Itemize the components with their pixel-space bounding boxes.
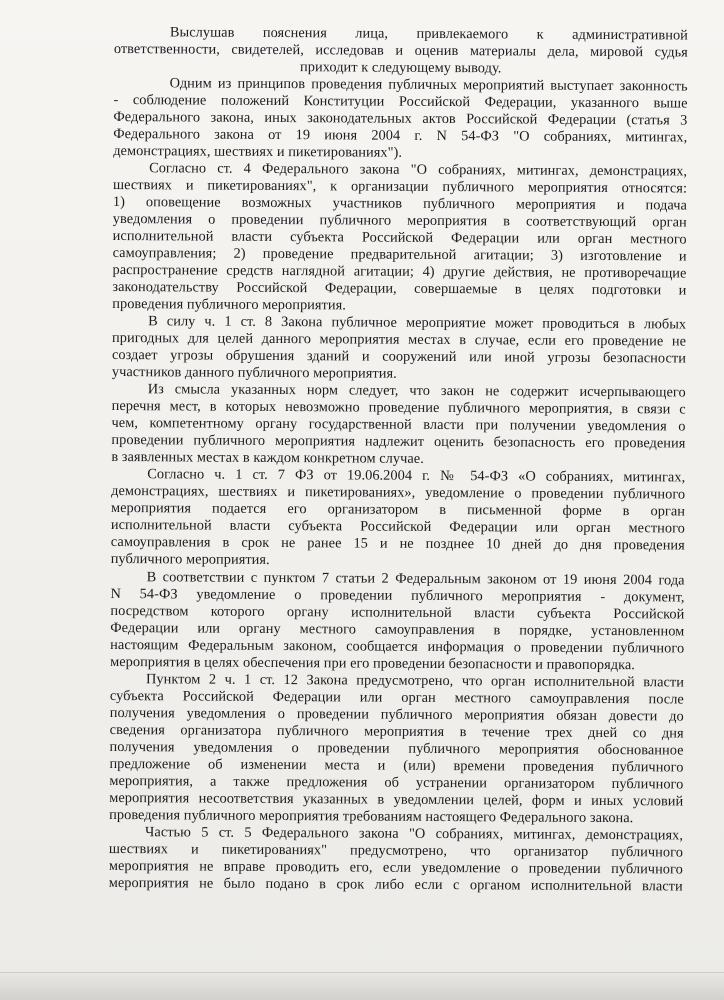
text-line: распространение средств наглядной агитации; 4) другие действия, не противоречащие [112,262,687,282]
text-line: мероприятия подается его организатором в письменной форме в орган [110,500,686,520]
text-line: самоуправления в срок не ранее 15 и не позднее 10 дней до дня проведения [110,534,685,554]
text-line: уведомления о проведении публичного мероприятия в соответствующий орган [112,211,687,231]
text-line: получения уведомления о проведении публичного мероприятия обязан довести до [109,704,684,725]
text-line: приходит к следующему выводу. [300,59,502,77]
text-line: субъекта Российской Федерации или орган местного самоуправления после [109,687,684,708]
document-text [109,24,688,895]
text-line: перечня мест, в которых невозможно проведение публичного мероприятия, в связи с [111,398,686,418]
text-line: Пунктом 2 ч. 1 ст. 12 Закона предусмотрено, что орган исполнительной власти [145,670,685,691]
text-line: N 54-ФЗ уведомление о проведении публичного мероприятия - документ, [110,585,685,606]
text-line: мероприятия, а также предложения об устранении организатором публичного [109,772,684,793]
text-line: В силу ч. 1 ст. 8 Закона публичное мероприятие может проводиться в любых [148,313,687,333]
text-line: чем, компетентному органу государственной власти при получении уведомления о [111,415,686,435]
text-line: публичного мероприятия. [110,551,270,569]
text-line: - соблюдение положений Конституции Российской Федерации, указанного выше [113,92,688,112]
text-line: в заявленных местах в каждом конкретном случае. [111,449,424,468]
text-line: Одним из принципов проведения публичных мероприятий выступает законность [169,75,688,95]
text-line: получения уведомления о проведении публичного мероприятия обоснованное [109,738,684,759]
text-line: Согласно ст. 4 Федерального закона "О собраниях, митингах, демонстрациях, [149,160,688,180]
scan-shadow [0,968,724,1000]
text-line: Согласно ч. 1 ст. 7 ФЗ от 19.06.2004 г. № 54-ФЗ «О собраниях, митингах, [147,466,686,486]
text-line: демонстрациях, шествиях и пикетированиях"). [113,143,403,161]
text-line: мероприятия в целях обеспечения при его проведении безопасности и правопорядка. [110,653,636,673]
text-line: исполнительной власти субъекта Российской Федерации или орган местного [110,517,685,537]
text-line: Федерального закона от 19 июня 2004 г. N 54-ФЗ "О собраниях, митингах, [113,126,688,146]
text-line: самоуправления; 2) проведение предварительной агитации; 3) изготовление и [112,245,687,265]
text-line: шествиях и пикетированиях", к организации публичного мероприятия относятся: [112,177,688,197]
text-line: сведения организатора публичного мероприятия в течение трех дней со дня [109,721,684,742]
text-line: проведения публичного мероприятия требованиям настоящего Федерального закона. [109,806,634,826]
text-line: проведения публичного мероприятия. [112,296,346,314]
text-line: проведении публичного мероприятия надлежит оценить безопасность его проведения [111,432,686,452]
text-line: В соответствии с пунктом 7 статьи 2 Федеральным законом от 19 июня 2004 года [146,568,685,588]
text-line: 1) оповещение возможных участников публичного мероприятия и подача [112,194,687,214]
text-line: посредством которого органу исполнительной власти субъекта Российской [110,602,685,623]
text-line: мероприятия несоответствия указанных в уведомлении целей, форм и иных условий [109,789,684,810]
text-line: пригодных для целей данного мероприятия местах в случае, если его проведение не [112,330,687,350]
text-line: Частью 5 ст. 5 Федерального закона "О собраниях, митингах, демонстрациях, [145,823,684,844]
text-line: Выслушав пояснения лица, привлекаемого к административной [169,24,688,44]
text-line: демонстрациях, шествиях и пикетированиях», уведомление о проведении публичного [111,483,686,503]
text-line: Из смысла указанных норм следует, что закон не содержит исчерпывающего [147,381,686,401]
text-line: мероприятия не было подано в срок либо если с органом исполнительной власти [108,874,683,895]
text-line: мероприятия не вправе проводить его, если уведомление о проведении публичного [108,857,683,878]
text-line: ответственности, свидетелей, исследовав и оценив материалы дела, мировой судья [113,41,688,61]
text-line: законодательству Российской Федерации, совершаемые в целях подготовки и [112,279,687,299]
text-line: создает угрозы обрушения зданий и сооружений или иной угрозы безопасности [111,347,687,367]
text-line: Федерации или органу местного самоуправления в порядке, установленном [110,619,685,640]
text-line: Федерального закона, иных законодательных актов Российской Федерации (статья 3 [113,109,688,129]
text-line: исполнительной власти субъекта Российской Федерации или орган местного [112,228,687,248]
text-line: участников данного публичного мероприятия. [111,364,397,383]
text-line: предложение об изменении места и (или) времени проведения публичного [109,755,684,776]
text-line: шествиях и пикетированиях" предусмотрено, что организатор публичного [108,840,684,861]
text-line: настоящим Федеральным законом, сообщается информация о проведении публичного [110,636,685,657]
